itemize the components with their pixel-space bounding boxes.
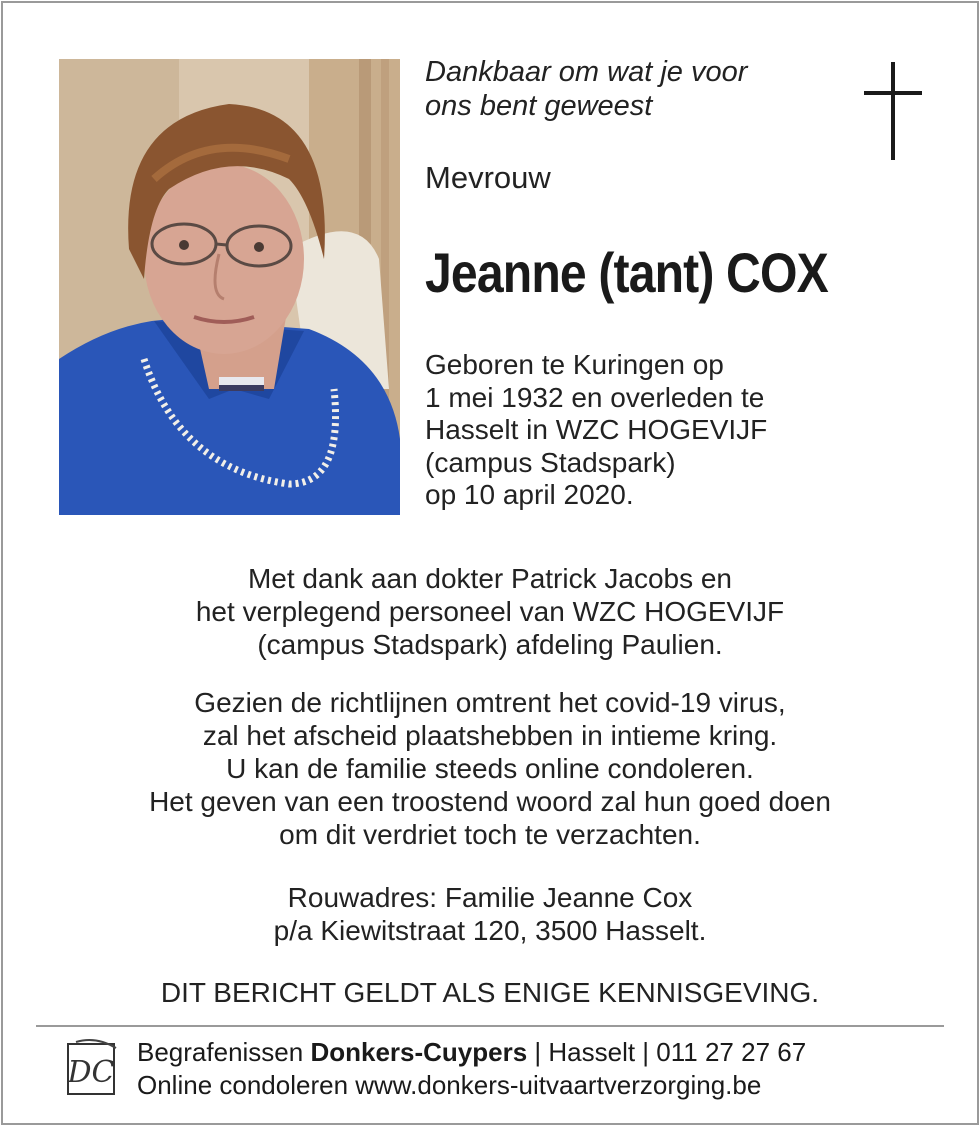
birth-death-details — [425, 349, 845, 512]
thanks-line: (campus Stadspark) afdeling Paulien. — [257, 629, 723, 660]
footer-details: | Hasselt | 011 27 27 67 — [527, 1037, 807, 1067]
portrait-photo — [59, 59, 400, 515]
birth-line: (campus Stadspark) — [425, 446, 676, 478]
covid-line: Gezien de richtlijnen omtrent het covid-19 virus, — [194, 687, 786, 718]
birth-line: Hasselt in WZC HOGEVIJF — [425, 414, 768, 445]
thanks-paragraph — [40, 562, 940, 661]
footer-online-line[interactable]: Online condoleren www.donkers-uitvaartverzorging.be — [137, 1070, 762, 1100]
funeral-home-logo-icon — [66, 1038, 120, 1098]
motto — [425, 55, 825, 123]
birth-line: op 10 april 2020. — [425, 479, 634, 510]
covid-line: U kan de familie steeds online condoleren. — [226, 753, 754, 784]
address-line: Rouwadres: Familie Jeanne Cox — [287, 882, 693, 913]
footer-divider — [36, 1025, 944, 1027]
covid-line: Het geven van een troostend woord zal hun goed doen — [149, 786, 831, 817]
motto-line: Dankbaar om wat je voor — [425, 56, 748, 88]
footer — [137, 1036, 806, 1102]
covid-paragraph — [40, 686, 940, 851]
footer-company: Donkers-Cuypers — [310, 1037, 528, 1067]
birth-line: Geboren te Kuringen op — [425, 349, 724, 380]
motto-line: ons bent geweest — [425, 90, 653, 122]
deceased-name: Jeanne (tant) COX — [425, 241, 828, 304]
thanks-line: het verplegend personeel van WZC HOGEVIJF — [195, 596, 785, 627]
mourning-address — [40, 881, 940, 947]
address-line: p/a Kiewitstraat 120, 3500 Hasselt. — [273, 915, 707, 946]
thanks-line: Met dank aan dokter Patrick Jacobs en — [247, 563, 733, 594]
footer-prefix: Begrafenissen — [137, 1037, 311, 1067]
salutation: Mevrouw — [425, 160, 551, 195]
covid-line: zal het afscheid plaatshebben in intieme kring. — [202, 720, 778, 751]
logo-letters: DC — [67, 1055, 115, 1090]
footer-company-line — [137, 1036, 806, 1069]
official-notice: DIT BERICHT GELDT ALS ENIGE KENNISGEVING. — [160, 977, 820, 1008]
cross-icon — [864, 62, 922, 160]
covid-line: om dit verdriet toch te verzachten. — [279, 819, 701, 850]
birth-line: 1 mei 1932 en overleden te — [425, 381, 765, 413]
